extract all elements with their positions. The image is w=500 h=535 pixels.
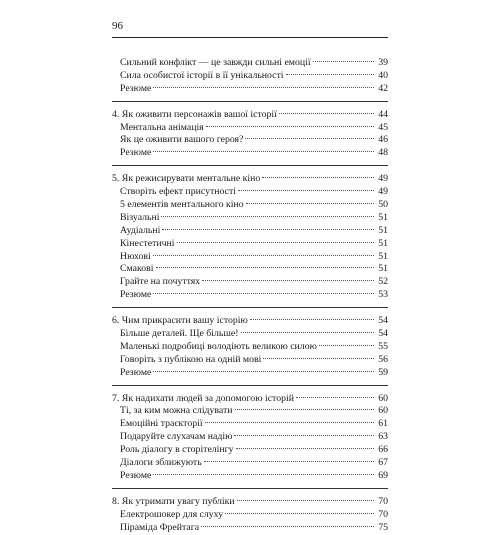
toc-chapter-entry[interactable] [112, 109, 388, 122]
toc-chapter-entry[interactable] [112, 496, 388, 509]
toc-entry-title: Грайте на почуттях [120, 276, 201, 288]
dot-leader [202, 280, 374, 281]
toc-entry-title: Більше деталей. Ще більше! [120, 328, 239, 340]
toc-entry[interactable] [112, 134, 388, 147]
toc-entry-title: Діалоги зближують [120, 457, 202, 469]
toc-entry-title: Резюме [120, 147, 152, 159]
toc-entry-title: Як це оживити вашого героя? [120, 134, 244, 146]
toc-entry-title: 7. Як надихати людей за допомогою історій [112, 392, 294, 404]
toc-entry[interactable] [112, 122, 388, 135]
toc-entry-title: Аудіальні [120, 224, 161, 236]
toc-entry-title: 5 елементів ментального кіно [120, 199, 244, 211]
toc-entry-page: 49 [378, 173, 388, 185]
toc-entry[interactable] [112, 509, 388, 522]
toc-entry-title: Ті, за ким можна слідувати [120, 405, 233, 417]
toc-entry-title: Піраміда Фрейтага [120, 521, 200, 533]
section-divider [112, 307, 388, 308]
toc-entry[interactable] [112, 470, 388, 483]
toc-entry-title: Сильний конфлікт — це завжди сильні емоції [120, 57, 311, 68]
toc-entry[interactable] [112, 263, 388, 276]
toc-entry-page: 61 [378, 418, 388, 430]
dot-leader [206, 126, 374, 127]
toc-entry-page: 42 [378, 82, 388, 94]
toc-entry-title: Резюме [120, 469, 152, 481]
dot-leader [250, 319, 374, 320]
toc-entry-page: 54 [378, 328, 388, 340]
toc-entry[interactable] [112, 276, 388, 289]
header-rule [112, 37, 388, 38]
toc-entry-title: Емоційні траєкторії [120, 418, 203, 430]
toc-entry-title: Кінестетичні [120, 237, 175, 249]
toc-entry-page: 55 [378, 340, 388, 352]
dot-leader [241, 332, 375, 333]
toc-entry[interactable] [112, 444, 388, 457]
toc-entry-title: Роль діалогу в сторітелінгу [120, 444, 234, 456]
toc-entry-page: 51 [378, 263, 388, 275]
toc-entry-page: 69 [378, 469, 388, 481]
dot-leader [246, 203, 374, 204]
toc-entry-page: 66 [378, 444, 388, 456]
toc-entry-title: 8. Як утримати увагу публіки [112, 495, 235, 507]
toc-entry-page: 60 [378, 392, 388, 404]
toc-entry-page: 53 [378, 289, 388, 301]
toc-entry-page: 59 [378, 366, 388, 378]
toc-entry[interactable] [112, 289, 388, 302]
toc-entry-page: 56 [378, 353, 388, 365]
toc-entry[interactable] [112, 405, 388, 418]
dot-leader [205, 422, 374, 423]
dot-leader [153, 255, 374, 256]
dot-leader [234, 435, 374, 436]
toc-entry-page: 46 [378, 134, 388, 146]
table-of-contents [112, 57, 388, 535]
dot-leader [263, 358, 374, 359]
toc-entry-page: 44 [378, 108, 388, 120]
dot-leader [235, 409, 374, 410]
toc-entry-title: Резюме [120, 82, 152, 94]
toc-entry[interactable] [112, 199, 388, 212]
toc-entry[interactable] [112, 238, 388, 251]
toc-entry-title: Створіть ефект присутності [120, 186, 237, 198]
dot-leader [225, 513, 374, 514]
toc-entry-page: 60 [378, 405, 388, 417]
toc-entry-page: 70 [378, 495, 388, 507]
toc-chapter-entry[interactable] [112, 173, 388, 186]
toc-entry-page: 48 [378, 147, 388, 159]
dot-leader [153, 87, 374, 88]
toc-entry-page: 51 [378, 224, 388, 236]
toc-entry[interactable] [112, 328, 388, 341]
page-number: 96 [112, 20, 123, 32]
toc-entry[interactable] [112, 225, 388, 238]
section-divider [112, 101, 388, 102]
dot-leader [245, 138, 374, 139]
toc-entry-page: 70 [378, 508, 388, 520]
dot-leader [153, 151, 374, 152]
toc-entry-title: Маленькі подробиці володіють великою силою [120, 340, 317, 352]
toc-entry-title: Смакові [120, 263, 154, 275]
toc-entry[interactable] [112, 212, 388, 225]
dot-leader [201, 526, 374, 527]
dot-leader [153, 371, 374, 372]
toc-entry-page: 49 [378, 186, 388, 198]
toc-chapter-entry[interactable] [112, 315, 388, 328]
toc-entry[interactable] [112, 186, 388, 199]
toc-entry-title: Резюме [120, 289, 152, 301]
dot-leader [161, 216, 374, 217]
toc-entry[interactable] [112, 70, 388, 83]
section-divider [112, 488, 388, 489]
dot-leader [313, 61, 374, 62]
toc-entry-page: 50 [378, 199, 388, 211]
toc-entry-page: 45 [378, 121, 388, 133]
dot-leader [162, 229, 374, 230]
toc-entry-title: Ментальна анімація [120, 121, 204, 133]
toc-entry-title: Сила особистої історії в її унікальності [120, 69, 284, 81]
toc-entry-page: 63 [378, 431, 388, 443]
toc-entry[interactable] [112, 522, 388, 535]
toc-chapter-entry[interactable] [112, 393, 388, 406]
toc-entry-page: 52 [378, 276, 388, 288]
dot-leader [279, 113, 374, 114]
dot-leader [262, 177, 374, 178]
dot-leader [153, 474, 374, 475]
section-divider [112, 165, 388, 166]
toc-entry[interactable] [112, 418, 388, 431]
toc-entry-page: 75 [378, 521, 388, 533]
toc-entry-page: 39 [378, 57, 388, 68]
dot-leader [204, 461, 374, 462]
toc-entry[interactable] [112, 341, 388, 354]
toc-entry[interactable] [112, 147, 388, 160]
toc-entry-title: 5. Як режисирувати ментальне кіно [112, 173, 261, 185]
toc-entry-title: 6. Чим прикрасити вашу історію [112, 315, 248, 327]
toc-entry-title: Нюхові [120, 250, 151, 262]
toc-entry[interactable] [112, 431, 388, 444]
toc-entry-title: Електрошокер для слуху [120, 508, 224, 520]
toc-entry-page: 51 [378, 211, 388, 223]
toc-entry-page: 67 [378, 457, 388, 469]
dot-leader [286, 74, 374, 75]
toc-entry-title: Говоріть з публікою на одній мові [120, 353, 262, 365]
toc-entry[interactable] [112, 57, 388, 70]
toc-entry-title: Подаруйте слухачам надію [120, 431, 233, 443]
section-divider [112, 385, 388, 386]
dot-leader [177, 242, 375, 243]
dot-leader [153, 293, 374, 294]
dot-leader [296, 397, 374, 398]
dot-leader [319, 345, 374, 346]
toc-entry[interactable] [112, 83, 388, 96]
toc-entry-page: 40 [378, 69, 388, 81]
toc-entry[interactable] [112, 367, 388, 380]
toc-entry[interactable] [112, 251, 388, 264]
dot-leader [238, 190, 374, 191]
dot-leader [236, 448, 374, 449]
dot-leader [156, 267, 374, 268]
toc-entry-page: 51 [378, 250, 388, 262]
toc-entry-page: 54 [378, 315, 388, 327]
toc-entry[interactable] [112, 354, 388, 367]
toc-entry-title: Візуальні [120, 211, 160, 223]
toc-entry-page: 51 [378, 237, 388, 249]
toc-entry[interactable] [112, 457, 388, 470]
toc-entry-title: Резюме [120, 366, 152, 378]
toc-entry-title: 4. Як оживити персонажів вашої історії [112, 108, 277, 120]
